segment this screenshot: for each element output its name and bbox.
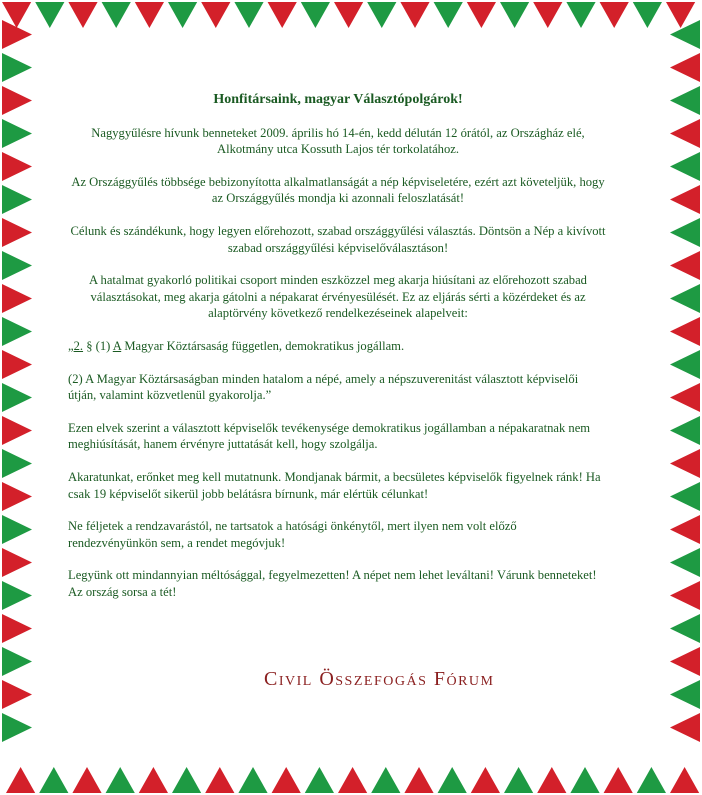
signature-civil-forum: Civil Összefogás Fórum — [264, 668, 495, 690]
paragraph-demand: Az Országgyűlés többsége bebizonyította alkalmatlanságát a nép képviseletére, ezért azt követeljük, hogy az Országgyűlés mondja ki azonnali feloszlatását! — [71, 174, 605, 206]
quote-section-prefix: § (1) — [83, 338, 113, 353]
border-triangle — [2, 86, 32, 115]
border-triangle — [2, 251, 32, 280]
border-triangle — [268, 2, 297, 28]
border-triangle — [6, 767, 35, 793]
border-triangle — [467, 2, 496, 28]
constitution-quote-2: (2) A Magyar Köztársaságban minden hatalom a népé, amely a népszuverenitást választott képviselői útján, valamint közvetlenül gyakorolja.” — [68, 371, 579, 403]
border-triangle — [2, 680, 32, 709]
border-triangle — [670, 185, 700, 214]
border-triangle — [106, 767, 135, 793]
border-triangle — [201, 2, 230, 28]
border-triangle — [670, 614, 700, 643]
border-triangle — [135, 2, 164, 28]
border-triangle — [2, 482, 32, 511]
right-triangle-column — [670, 20, 700, 742]
letter-title: Honfitársaink, magyar Választópolgárok! — [213, 92, 463, 107]
border-triangle — [371, 767, 400, 793]
border-triangle — [172, 767, 201, 793]
border-triangle — [2, 581, 32, 610]
border-triangle — [68, 2, 97, 28]
border-triangle — [471, 767, 500, 793]
border-triangle — [39, 767, 68, 793]
border-triangle — [2, 416, 32, 445]
border-triangle — [338, 767, 367, 793]
paragraph-show-strength: Akaratunkat, erőnket meg kell mutatnunk. Mondjanak bármit, a becsületes képviselők figyelnek ránk! Ha csak 19 képviselőt sikerül jobb belátásra bírnunk, már elértük célunkat! — [68, 469, 601, 501]
quote-section-number: 2. — [73, 338, 84, 353]
border-triangle — [334, 2, 363, 28]
border-triangle — [570, 767, 599, 793]
letter-body — [68, 92, 608, 616]
border-triangle — [2, 218, 32, 247]
border-triangle — [670, 218, 700, 247]
border-triangle — [434, 2, 463, 28]
border-triangle — [670, 449, 700, 478]
border-triangle — [633, 2, 662, 28]
border-triangle — [238, 767, 267, 793]
border-triangle — [670, 86, 700, 115]
border-triangle — [305, 767, 334, 793]
border-triangle — [670, 317, 700, 346]
border-triangle — [533, 2, 562, 28]
border-triangle — [234, 2, 263, 28]
border-triangle — [500, 2, 529, 28]
border-triangle — [400, 2, 429, 28]
quote-section-text: Magyar Köztársaság független, demokratikus jogállam. — [121, 338, 405, 353]
border-triangle — [2, 53, 32, 82]
border-triangle — [670, 284, 700, 313]
border-triangle — [301, 2, 330, 28]
border-triangle — [367, 2, 396, 28]
paragraph-invitation: Nagygyűlésre hívunk benneteket 2009. április hó 14-én, kedd délután 12 órától, az Országház elé, Alkotmány utca Kossuth Lajos tér torkolatához. — [91, 125, 585, 157]
border-triangle — [272, 767, 301, 793]
border-triangle — [2, 713, 32, 742]
border-triangle — [670, 515, 700, 544]
border-triangle — [670, 482, 700, 511]
border-triangle — [139, 767, 168, 793]
border-triangle — [404, 767, 433, 793]
border-triangle — [504, 767, 533, 793]
border-triangle — [2, 383, 32, 412]
border-triangle — [670, 383, 700, 412]
border-triangle — [670, 548, 700, 577]
border-triangle — [72, 767, 101, 793]
border-triangle — [168, 2, 197, 28]
border-triangle — [2, 284, 32, 313]
border-triangle — [670, 119, 700, 148]
border-triangle — [670, 647, 700, 676]
border-triangle — [670, 152, 700, 181]
bottom-triangle-row — [6, 767, 699, 793]
border-triangle — [637, 767, 666, 793]
border-triangle — [2, 449, 32, 478]
border-triangle — [2, 647, 32, 676]
paragraph-principles: Ezen elvek szerint a választott képviselők tevékenysége demokratikus jogállamban a népakaratnak nem meghiúsítását, hanem érvényre juttatását kell, hogy szolgálja. — [68, 420, 591, 452]
border-triangle — [2, 614, 32, 643]
border-triangle — [205, 767, 234, 793]
left-triangle-column — [2, 20, 32, 742]
border-triangle — [670, 20, 700, 49]
border-triangle — [604, 767, 633, 793]
border-triangle — [670, 680, 700, 709]
top-triangle-row — [2, 2, 695, 28]
paragraph-constitution-intro: A hatalmat gyakorló politikai csoport minden eszközzel meg akarja hiúsítani az előrehozott szabad választásokat, meg akarja gátolni a népakarat érvényesülését. Ez az eljárás sérti a közérdeket és az alaptörvény következő rendelkezéseinek alapelveit: — [89, 273, 587, 321]
border-triangle — [537, 767, 566, 793]
border-triangle — [670, 767, 699, 793]
border-triangle — [670, 251, 700, 280]
border-triangle — [102, 2, 131, 28]
paragraph-goal: Célunk és szándékunk, hogy legyen előrehozott, szabad országgyűlési választás. Döntsön a Nép a kivívott szabad országgyűlési képviselőválasztáson! — [70, 223, 606, 255]
border-triangle — [670, 350, 700, 379]
border-triangle — [670, 713, 700, 742]
paragraph-no-fear: Ne féljetek a rendzavarástól, ne tartsatok a hatósági önkénytől, mert ilyen nem volt előző rendezvényünkön sem, a rendet megóvjuk! — [68, 519, 517, 550]
border-triangle — [438, 767, 467, 793]
border-triangle — [2, 515, 32, 544]
border-triangle — [2, 317, 32, 346]
quote-article: A — [112, 338, 122, 353]
border-triangle — [670, 416, 700, 445]
quote-open-mark: „ — [68, 338, 74, 353]
border-triangle — [670, 581, 700, 610]
border-triangle — [670, 53, 700, 82]
border-triangle — [600, 2, 629, 28]
border-triangle — [566, 2, 595, 28]
border-triangle — [2, 152, 32, 181]
paragraph-closing: Legyünk ott mindannyian méltósággal, fegyelmezetten! A népet nem lehet leváltani! Várunk benneteket! Az ország sorsa a tét! — [68, 568, 597, 599]
border-triangle — [2, 548, 32, 577]
constitution-quote-1 — [68, 338, 608, 355]
border-triangle — [35, 2, 64, 28]
border-triangle — [2, 119, 32, 148]
border-triangle — [666, 2, 695, 28]
border-triangle — [2, 185, 32, 214]
border-triangle — [2, 350, 32, 379]
